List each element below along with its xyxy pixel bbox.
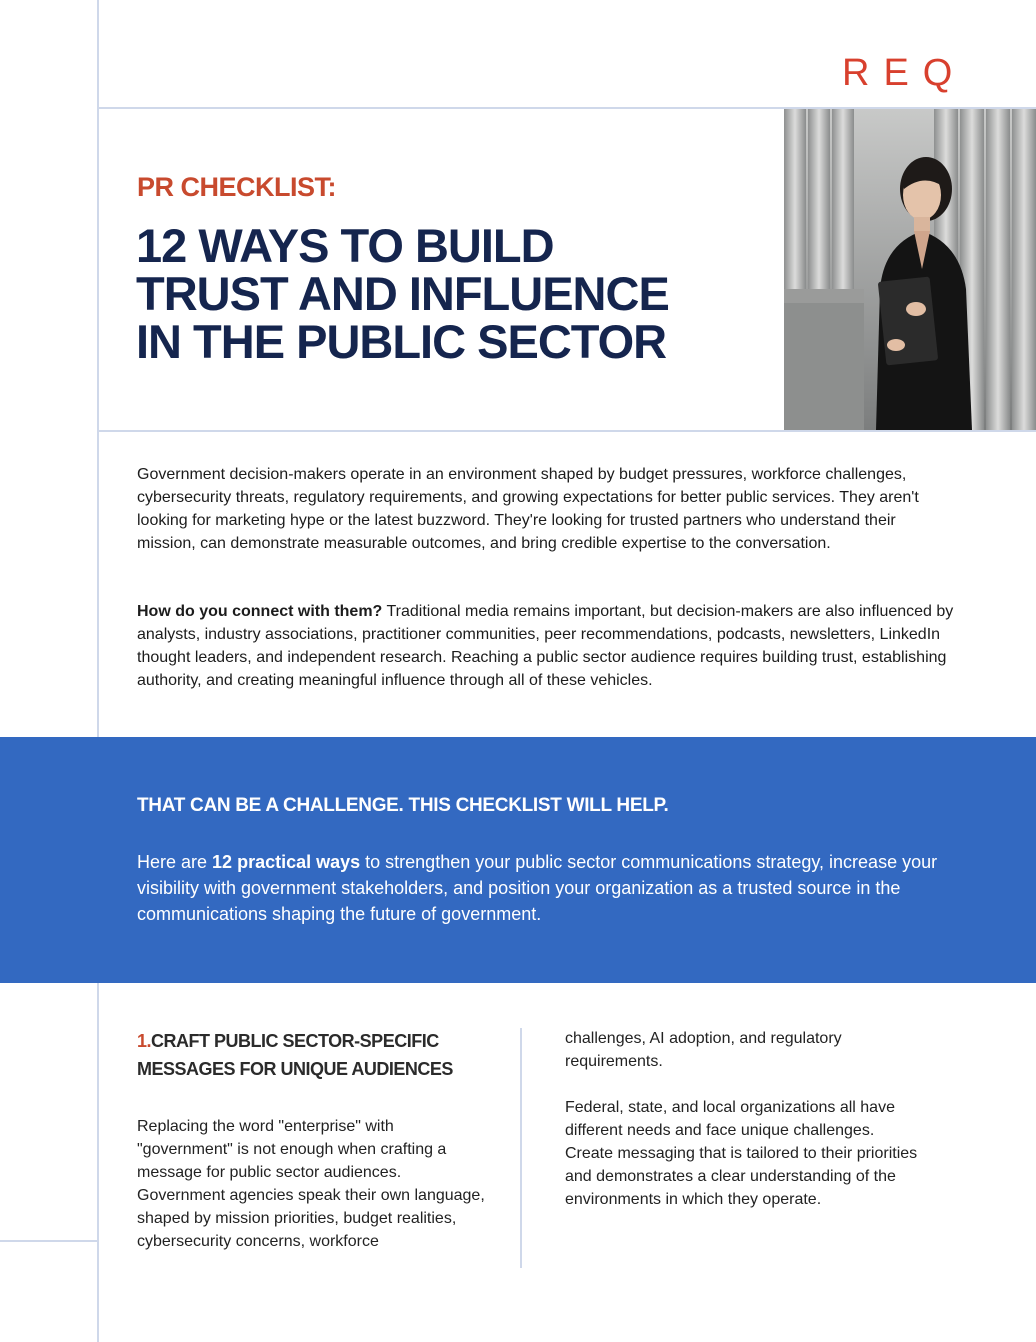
title-line-3: IN THE PUBLIC SECTOR (136, 315, 667, 368)
intro-paragraph-2 (137, 600, 957, 692)
margin-tick (0, 1240, 97, 1242)
callout-text (137, 849, 957, 927)
callout-text-start: Here are (137, 852, 213, 872)
page-title (136, 219, 776, 368)
req-logo: REQ (842, 52, 967, 94)
hero-divider (97, 430, 1036, 432)
section-1-title: CRAFT PUBLIC SECTOR-SPECIFIC MESSAGES FOR UNIQUE AUDIENCES (137, 1031, 453, 1079)
section-1-left-text: Replacing the word "enterprise" with "government" is not enough when crafting a message for public sector audiences. Government agencies speak their own language, shaped by mission priorities, budget realities, cybersecurity concerns, workforce (137, 1118, 485, 1250)
section-1-right-text-1: challenges, AI adoption, and regulatory requirements. (565, 1030, 842, 1070)
businesswoman-holding-tablet-image (784, 109, 1036, 430)
section-1-number: 1. (137, 1031, 152, 1051)
callout-text-end: to strengthen your public sector communications strategy, increase your visibility with government stakeholders, and position your organization as a trusted source in the communications shaping the future of government. (137, 852, 938, 924)
section-1-right-text-2: Federal, state, and local organizations all have different needs and face unique challenges. Create messaging that is tailored to their priorities and demonstrates a clear understanding of the environments in which they operate. (565, 1099, 918, 1208)
callout-title: THAT CAN BE A CHALLENGE. THIS CHECKLIST WILL HELP. (137, 795, 669, 816)
section-1-heading (137, 1027, 497, 1083)
title-line-2: TRUST AND INFLUENCE (136, 267, 669, 320)
column-divider (520, 1028, 522, 1268)
intro-paragraph-1: Government decision-makers operate in an environment shaped by budget pressures, workforce challenges, cybersecurity threats, regulatory requirements, and growing expectations for better public services. They aren't looking for marketing hype or the latest buzzword. They're looking for trusted partners who understand their mission, can demonstrate measurable outcomes, and bring credible expertise to the conversation. (137, 466, 919, 552)
callout-text-emphasis: 12 practical ways (212, 852, 361, 872)
eyebrow-label: PR CHECKLIST: (137, 172, 337, 202)
title-line-1: 12 WAYS TO BUILD (136, 219, 554, 272)
intro-paragraph-2-body: Traditional media remains important, but decision-makers are also influenced by analysts, industry associations, practitioner communities, peer recommendations, podcasts, newsletters, LinkedIn thought leaders, and independent research. Reaching a public sector audience requires building trust, establishing authority, and creating meaningful influence through all of these vehicles. (137, 603, 954, 689)
intro-lead-question: How do you connect with them? (137, 603, 383, 620)
page-guide-vertical (97, 0, 99, 1342)
